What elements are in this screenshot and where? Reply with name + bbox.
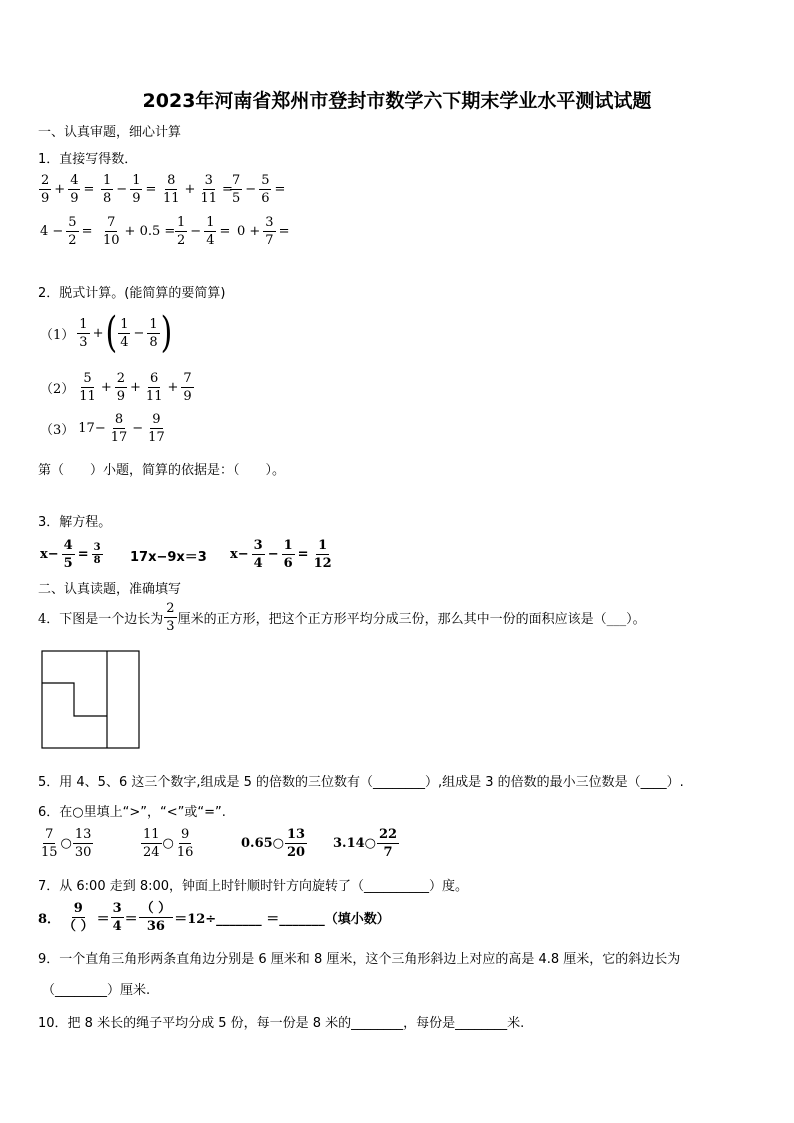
q1-label: 1．直接写得数． <box>38 152 138 167</box>
q6-label: 6．在○里填上“>”，“<”或“=”. <box>38 805 226 820</box>
q6-compare-1: $\frac{7}{15}$ ○ $\frac{13}{30}$ <box>41 827 92 860</box>
q9-line-1: 9．一个直角三角形两条直角边分别是 6 厘米和 8 厘米，这个三角形斜边上对应的高是 4.8 厘米，它的斜边长为 <box>38 952 681 967</box>
q5-text: 5．用 4、5、6 这三个数字,组成是 5 的倍数的三位数有（________）,组成是 3 的倍数的最小三位数是（____）. <box>38 775 684 790</box>
q2-label: 2．脱式计算。(能简算的要简算) <box>38 286 226 301</box>
q7-text: 7．从 6:00 走到 8:00，钟面上时针顺时针方向旋转了（__________）度。 <box>38 879 469 894</box>
section-2-heading: 二、认真读题，准确填写 <box>38 582 182 597</box>
q1-expr-8: 0 + $\frac{3}{7}$ = <box>237 215 290 248</box>
q1-expr-5: 4 − $\frac{5}{2}$ = <box>40 215 93 248</box>
q3-equation-1: x− $\frac{4}{5}$ = $\frac{3}{8}$ <box>40 538 101 571</box>
q6-compare-3: 0.65○ $\frac{13}{20}$ <box>241 827 306 860</box>
q10-text: 10．把 8 米长的绳子平均分成 5 份，每一份是 8 米的________，每份是________米. <box>38 1016 525 1031</box>
q2-expr-1: （1） $\frac{1}{3}$ + ( $\frac{1}{4}$ − $\frac{1}{8}$ ) <box>40 308 173 358</box>
q2-note: 第（ ）小题，简算的依据是：（ ）。 <box>38 463 286 478</box>
q3-label: 3．解方程。 <box>38 515 112 530</box>
divider-stepped <box>42 683 107 716</box>
q3-equation-2: 17x−9x＝3 <box>130 550 207 565</box>
q1-expr-2: $\frac{1}{8}$ − $\frac{1}{9}$ = <box>103 173 157 206</box>
q1-expr-4: $\frac{7}{5}$ − $\frac{5}{6}$ = <box>232 173 286 206</box>
q1-expr-7: $\frac{1}{2}$ − $\frac{1}{4}$ = <box>177 215 231 248</box>
q1-expr-3: $\frac{8}{11}$ + $\frac{3}{11}$ = <box>163 173 233 206</box>
page-title: 2023年河南省郑州市登封市数学六下期末学业水平测试试题 <box>142 90 652 112</box>
q6-compare-4: 3.14○ $\frac{22}{7}$ <box>333 827 398 860</box>
q3-equation-3: x− $\frac{3}{4}$ − $\frac{1}{6}$ = $\frac{1}{12}$ <box>230 538 332 571</box>
q1-expr-6: $\frac{7}{10}$ + 0.5 = <box>103 215 176 248</box>
square-outline <box>42 651 139 748</box>
q6-compare-2: $\frac{11}{24}$ ○ $\frac{9}{16}$ <box>143 827 194 860</box>
section-1-heading: 一、认真审题，细心计算 <box>38 125 182 140</box>
q9-line-2: （________）厘米. <box>42 983 151 998</box>
q2-expr-2: （2） $\frac{5}{11}$ + $\frac{2}{9}$ + $\frac{6}{11}$ + $\frac{7}{9}$ <box>40 371 192 404</box>
q8-expression: 8． $\frac{9}{( )}$ ＝ $\frac{3}{4}$ ＝ $\frac{( )}{36}$ ＝12÷_______ ＝_______（填小数） <box>38 901 390 934</box>
square-diagram <box>41 650 141 750</box>
q2-expr-3: （3） 17− $\frac{8}{17}$ − $\frac{9}{17}$ <box>40 412 165 445</box>
q4-text: 4．下图是一个边长为 $\frac{2}{3}$ 厘米的正方形，把这个正方形平均分成三份，那么其中一份的面积应该是（___）。 <box>38 601 646 634</box>
q1-expr-1: $\frac{2}{9}$ + $\frac{4}{9}$ = <box>41 173 95 206</box>
